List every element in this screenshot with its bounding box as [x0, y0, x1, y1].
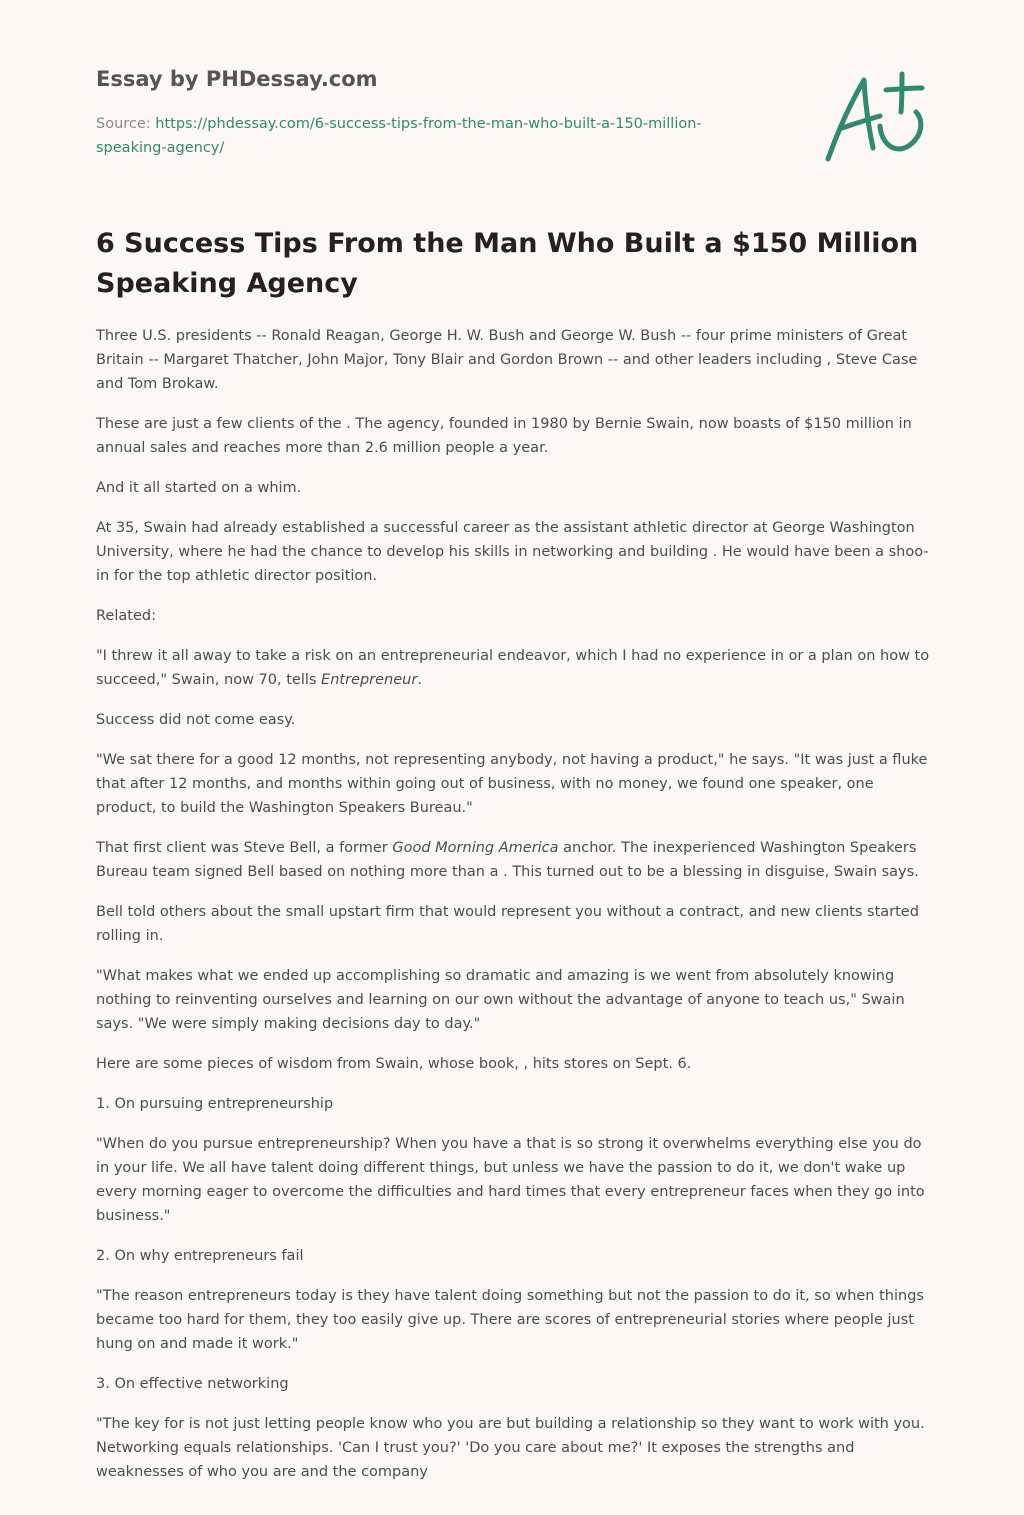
paragraph: These are just a few clients of the . The agency, founded in 1980 by Bernie Swain, now boasts of $150 million in annual sales and reaches more than 2.6 million people a year. [96, 416, 912, 456]
paragraph-text: . [417, 672, 422, 688]
source-link-line1: https://phdessay.com/6-success-tips-from-the-man-who-built-a-150-million- [155, 116, 702, 132]
page-header [96, 64, 796, 160]
paragraph: And it all started on a whim. [96, 480, 302, 496]
site-title: Essay by PHDessay.com [96, 67, 378, 91]
publication-name: Entrepreneur [321, 672, 418, 688]
source-label: Source: [96, 116, 156, 132]
source-line [96, 112, 796, 160]
a-plus-grade-logo-icon [818, 66, 928, 166]
paragraph: At 35, Swain had already established a successful career as the assistant athletic director at George Washington University, where he had the chance to develop his skills in networking and building . He would have been a shoo-in for the top athletic director position. [96, 520, 929, 584]
paragraph: Success did not come easy. [96, 712, 296, 728]
show-name: Good Morning America [392, 840, 559, 856]
paragraph-text: That first client was Steve Bell, a former [96, 840, 393, 856]
section-heading: 2. On why entrepreneurs fail [96, 1248, 304, 1264]
paragraph: "The reason entrepreneurs today is they have talent doing something but not the passion to do it, so when things became too hard for them, they too easily give up. There are scores of entrepreneurial stories where people just hung on and made it work." [96, 1288, 924, 1352]
paragraph [96, 836, 932, 884]
section-heading: 3. On effective networking [96, 1376, 289, 1392]
paragraph-text: anchor. The inexperienced Washington Speakers Bureau team signed Bell based on nothing more than a . This turned out to be a blessing in disguise, Swain says. [96, 840, 919, 880]
paragraph [96, 644, 932, 692]
paragraph: Three U.S. presidents -- Ronald Reagan, George H. W. Bush and George W. Bush -- four prime ministers of Great Britain -- Margaret Thatcher, John Major, Tony Blair and Gordon Brown -- and other leaders including , Steve Case and Tom Brokaw. [96, 328, 918, 392]
related-label: Related: [96, 608, 156, 624]
source-link-line2: speaking-agency/ [96, 140, 225, 156]
paragraph: Bell told others about the small upstart firm that would represent you without a contract, and new clients started rolling in. [96, 904, 919, 944]
paragraph: "The key for is not just letting people know who you are but building a relationship so they want to work with you. Networking equals relationships. 'Can I trust you?' 'Do you care about me?' It exposes the strengths and weaknesses of who you are and the company [96, 1416, 925, 1480]
paragraph: "When do you pursue entrepreneurship? When you have a that is so strong it overwhelms everything else you do in your life. We all have talent doing different things, but unless we have the passion to do it, we don't wake up every morning eager to overcome the difficulties and hard times that every entrepreneur faces when they go into business." [96, 1136, 925, 1224]
paragraph-text: "I threw it all away to take a risk on an entrepreneurial endeavor, which I had no experience in or a plan on how to succeed," Swain, now 70, tells [96, 648, 930, 688]
section-heading: 1. On pursuing entrepreneurship [96, 1096, 334, 1112]
paragraph: Here are some pieces of wisdom from Swain, whose book, , hits stores on Sept. 6. [96, 1056, 692, 1072]
paragraph: "We sat there for a good 12 months, not representing anybody, not having a product," he says. "It was just a fluke that after 12 months, and months within going out of business, with no money, we found one speaker, one product, to build the Washington Speakers Bureau." [96, 752, 928, 816]
article [96, 224, 932, 1500]
article-title: 6 Success Tips From the Man Who Built a $150 Million Speaking Agency [96, 228, 919, 299]
paragraph: "What makes what we ended up accomplishing so dramatic and amazing is we went from absolutely knowing nothing to reinventing ourselves and learning on our own without the advantage of anyone to teach us," Swain says. "We were simply making decisions day to day." [96, 968, 905, 1032]
source-link[interactable] [96, 116, 702, 156]
